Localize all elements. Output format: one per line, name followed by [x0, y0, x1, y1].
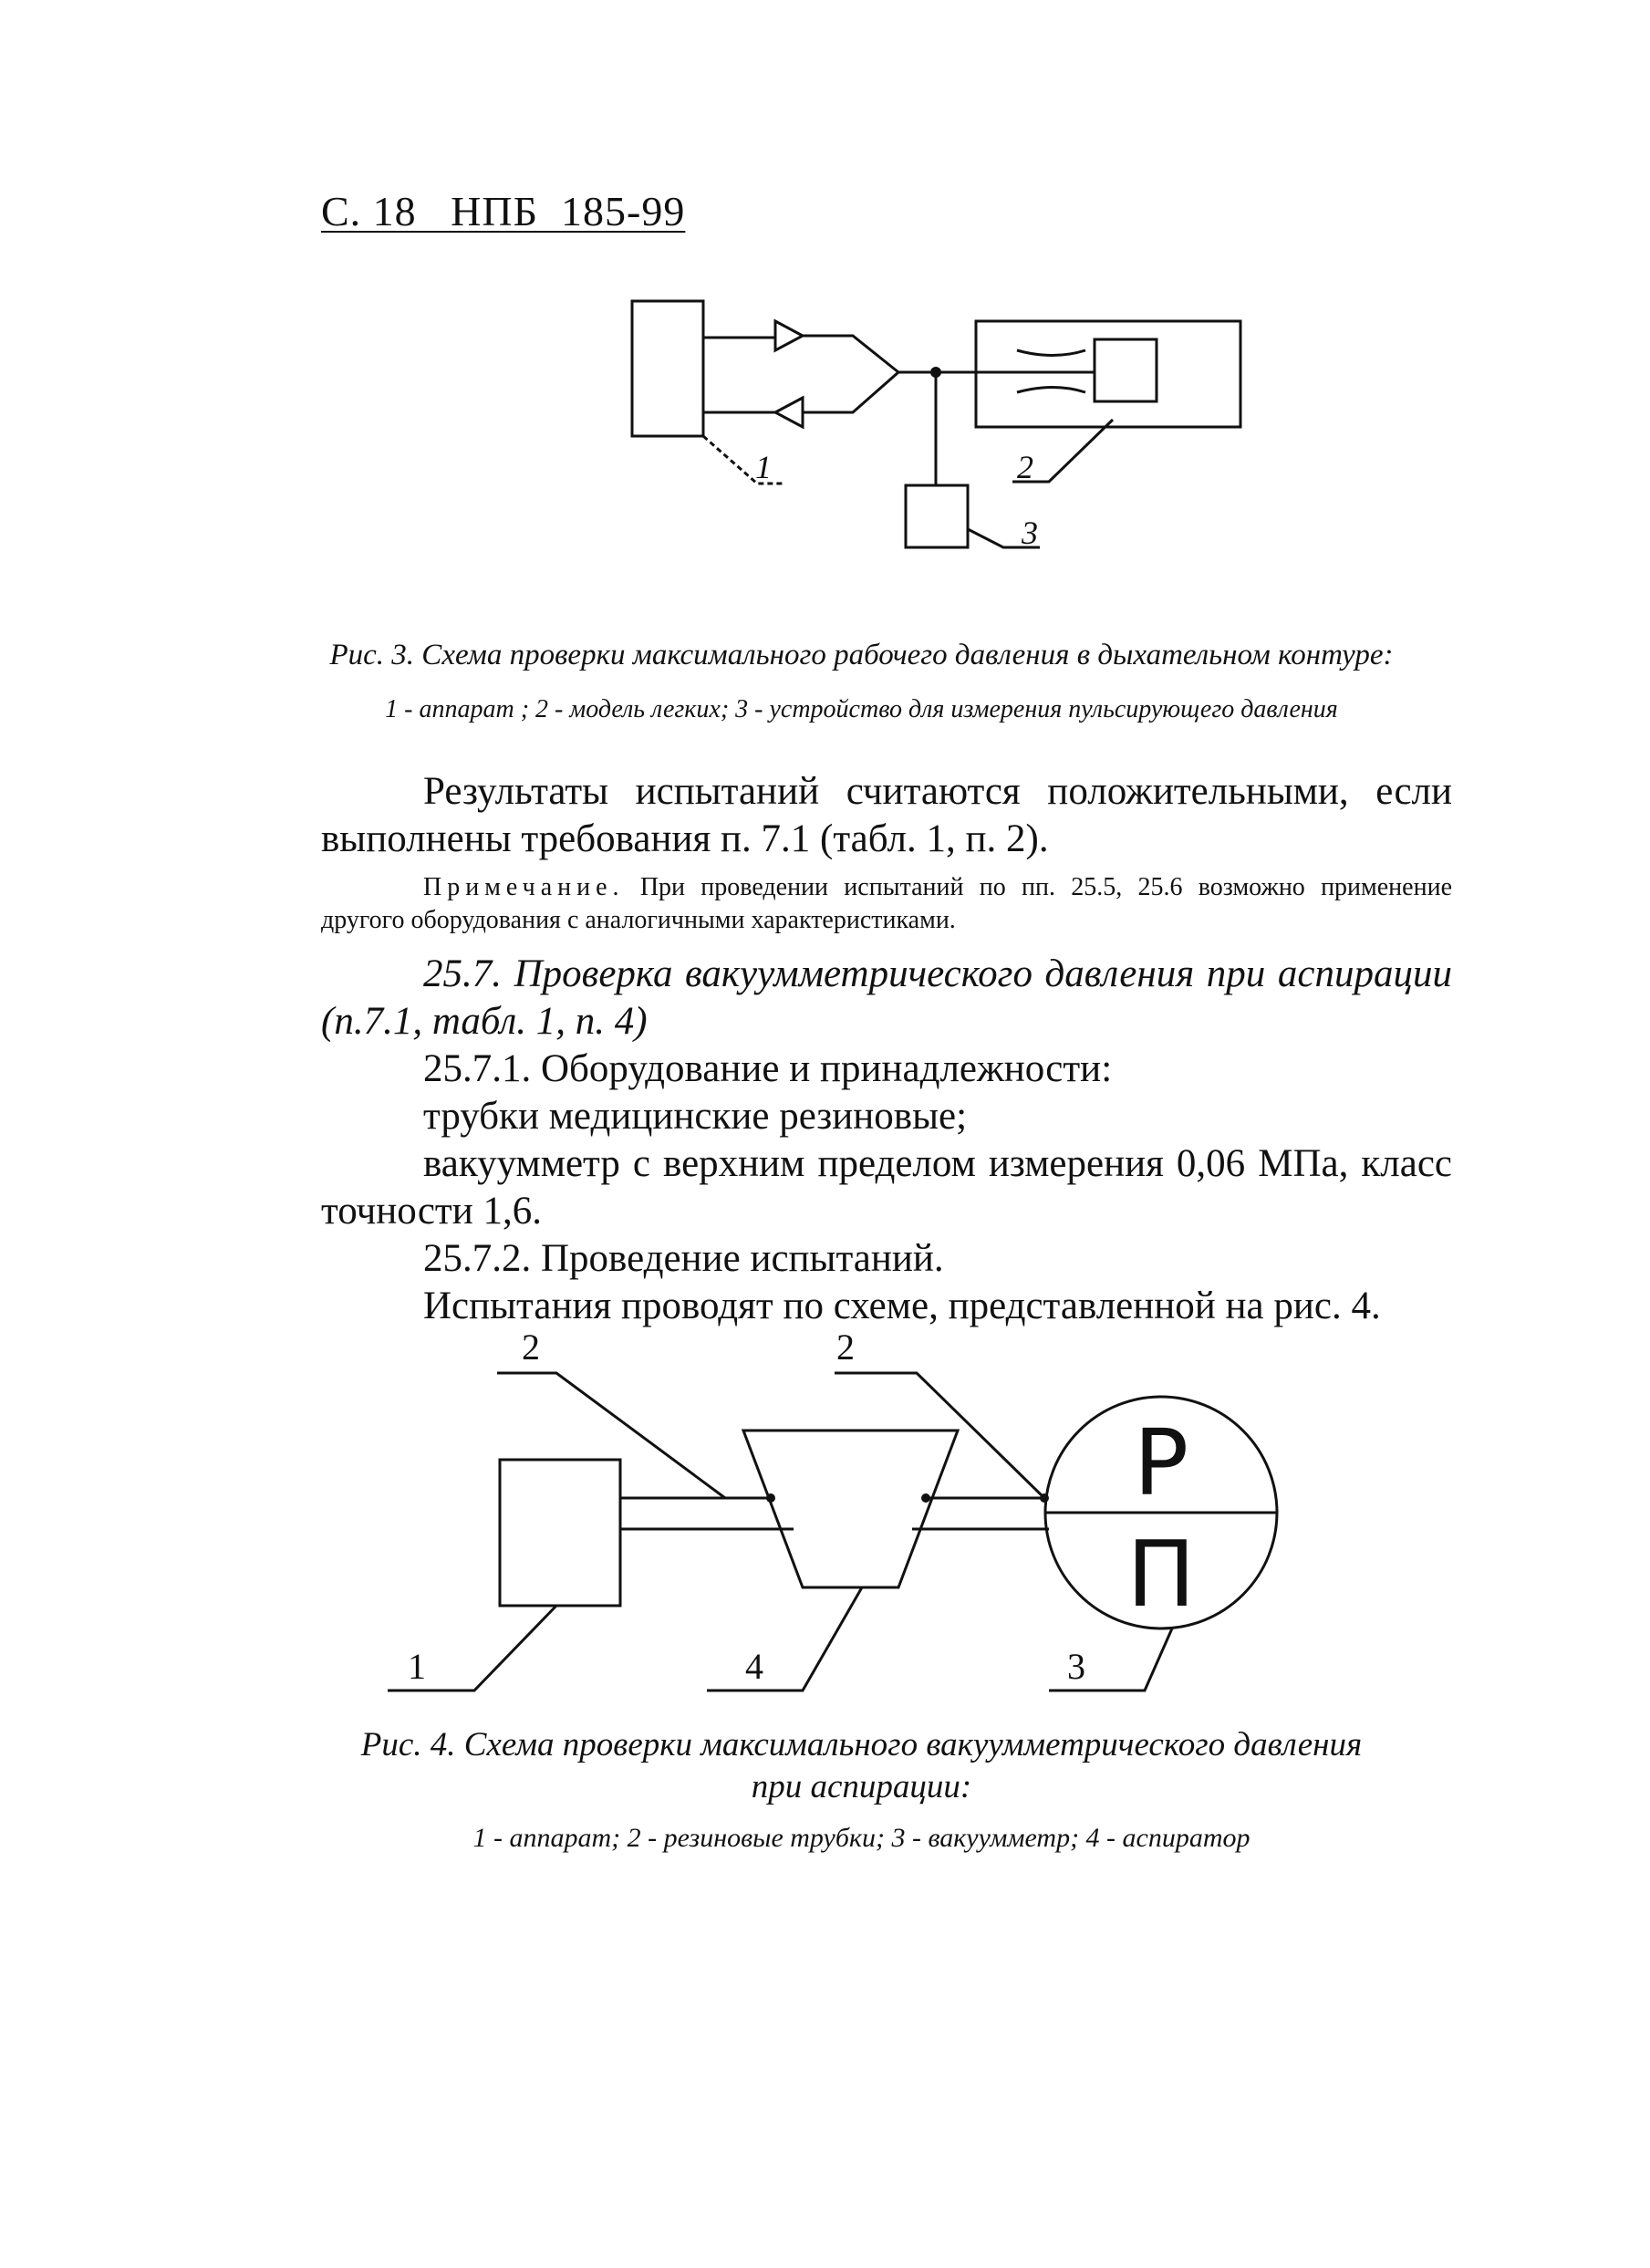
fig3-label-1: 1 — [755, 449, 772, 485]
note-label: Примечание. — [423, 873, 625, 901]
result-paragraph: Результаты испытаний считаются положительными, если выполнены требования п. 7.1 (табл. 1, п. 2). — [321, 770, 1452, 860]
fig4-label-2-right: 2 — [836, 1326, 855, 1368]
fig4-gauge-letter-top: Р — [1133, 1410, 1189, 1516]
testing-paragraph: Испытания проводят по схеме, представленной на рис. 4. — [423, 1285, 1381, 1327]
testing-heading: 25.7.2. Проведение испытаний. — [423, 1237, 944, 1280]
figure-4-caption-line-1: Рис. 4. Схема проверки максимального вакуумметрического давления — [360, 1726, 1363, 1763]
equipment-heading: 25.7.1. Оборудование и принадлежности: — [423, 1047, 1113, 1090]
fig3-label-3: 3 — [1022, 515, 1038, 551]
figure-3-caption-legend: 1 - аппарат ; 2 - модель легких; 3 - устройство для измерения пульсирующего давления — [385, 695, 1338, 723]
fig4-label-4: 4 — [745, 1646, 763, 1687]
page-header: С. 18 НПБ 185-99 — [321, 188, 686, 234]
note-text: При проведении испытаний по пп. 25.5, 25.6 возможно применение другого оборудования с аналогичными характеристиками. — [321, 873, 1452, 934]
fig4-label-2-left: 2 — [522, 1326, 540, 1368]
fig4-gauge-letter-bottom: П — [1126, 1521, 1196, 1628]
figure-3-caption-title: Рис. 3. Схема проверки максимального рабочего давления в дыхательном контуре: — [329, 639, 1394, 671]
figure-4-caption-line-2: при аспирации: — [751, 1768, 972, 1805]
fig3-label-2: 2 — [1017, 449, 1033, 485]
fig4-label-3: 3 — [1067, 1646, 1085, 1687]
equipment-item-vacuum-gauge: вакуумметр с верхним пределом измерения 0,06 МПа, класс точности 1,6. — [321, 1142, 1452, 1233]
figure-4-caption-title — [36, 1724, 1650, 1808]
fig4-apparatus-box — [500, 1460, 620, 1606]
figure-4-caption-legend: 1 - аппарат; 2 - резиновые трубки; 3 - вакуумметр; 4 - аспиратор — [472, 1823, 1250, 1853]
fig4-label-1: 1 — [408, 1646, 426, 1687]
fig4-aspirator-trapezoid — [743, 1431, 958, 1587]
equipment-item-tubes: трубки медицинские резиновые; — [423, 1095, 968, 1138]
section-title: 25.7. Проверка вакуумметрического давления при аспирации (п.7.1, табл. 1, п. 4) — [321, 952, 1452, 1043]
